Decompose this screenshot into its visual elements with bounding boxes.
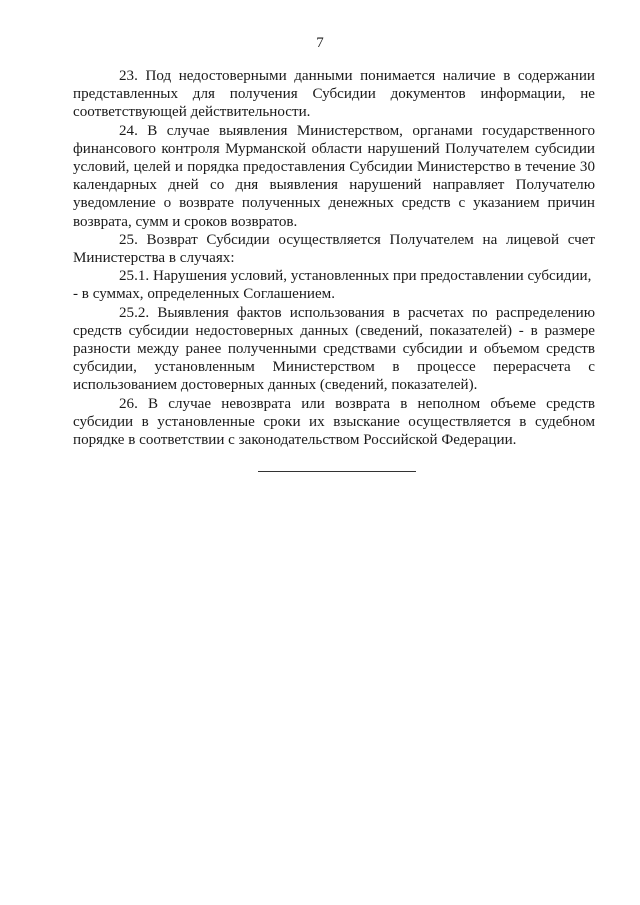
paragraph-26: 26. В случае невозврата или возврата в неполном объеме средств субсидии в установленные сроки их взыскание осуществляется в судебном порядке в соответствии с законодательством Российской Федерации.: [73, 395, 595, 449]
page-number: 7: [316, 35, 324, 51]
paragraph-23: 23. Под недостоверными данными понимается наличие в содержании представленных для получения Субсидии документов информации, не соответствующей действительности.: [73, 68, 595, 121]
document-body: [73, 67, 595, 449]
paragraph-25-2: 25.2. Выявления фактов использования в расчетах по распределению средств субсидии недостоверных данных (сведений, показателей) - в размере разности между ранее полученными средствами субсидии и объемом средств субсидии, установленным Министерством в процессе перерасчета с использованием достоверных данных (сведений, показателей).: [73, 304, 595, 394]
paragraph-25-1-continuation: - в суммах, определенных Соглашением.: [73, 286, 336, 303]
paragraph-25-1: 25.1. Нарушения условий, установленных при предоставлении субсидии,: [119, 268, 592, 285]
end-separator-line: [258, 471, 416, 472]
paragraph-25: 25. Возврат Субсидии осуществляется Получателем на лицевой счет Министерства в случаях:: [73, 231, 595, 267]
paragraph-24: 24. В случае выявления Министерством, органами государственного финансового контроля Мурманской области нарушений Получателем субсидии условий, целей и порядка предоставления Субсидии Министерство в течение 30 календарных дней со дня выявления нарушений направляет Получателю уведомление о возврате полученных денежных средств с указанием причин возврата, сумм и сроков возвратов.: [73, 122, 595, 230]
